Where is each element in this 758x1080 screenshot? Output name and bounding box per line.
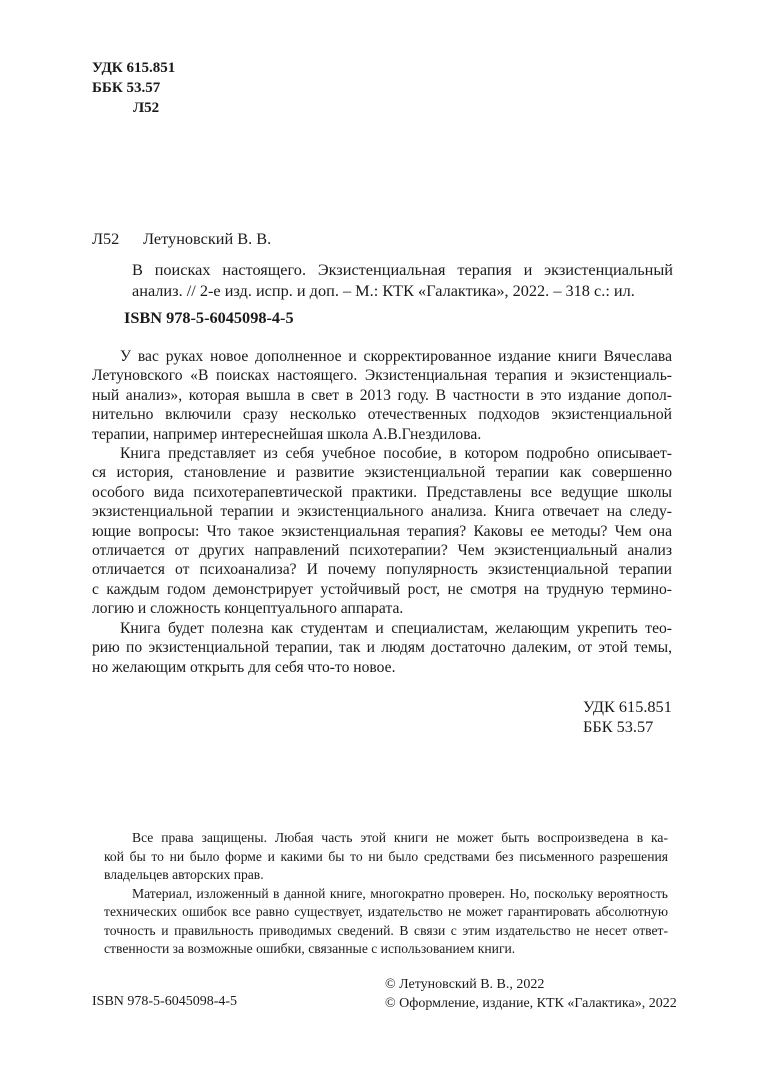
classification-block [92,58,175,118]
annotation-line: ющие вопросы: Что такое экзистенциальная терапия? Каковы ее методы? Чем она [92,522,672,540]
annotation-line: экзистенциальной терапии и экзистенциального анализа. Книга отвечает на следу- [92,503,672,521]
bib-title-line: анализ. // 2-е изд. испр. и доп. – М.: КТК «Галактика», 2022. – 318 с.: ил. [132,281,635,300]
copyright-author: © Летуновский В. В., 2022 [385,977,545,992]
rights-line: технических ошибок все равно существует, издательство не может гарантировать абсолютную [104,904,668,919]
rights-line: Материал, изложенный в данной книге, многократно проверен. Но, поскольку вероятность [132,885,668,901]
isbn: ISBN 978-5-6045098-4-5 [124,308,294,327]
annotation-line: Книга будет полезна как студентам и специалистам, желающим укрепить тео- [120,619,672,637]
rights-line: владельцев авторских прав. [104,867,264,882]
annotation-line: Книга представляет из себя учебное пособие, в котором подробно описывает- [120,445,672,463]
bib-author: Летуновский В. В. [143,229,272,248]
bbk-code-bottom: ББК 53.57 [583,717,654,736]
annotation-line: отличается от психоанализа? И почему популярность экзистенциальной терапии [92,561,672,579]
annotation-line: Летуновского «В поисках настоящего. Экзистенциальная терапия и экзистенциаль- [92,367,672,385]
udk-code-bottom: УДК 615.851 [583,697,672,716]
classification-bottom [583,697,672,737]
bib-title-line: В поисках настоящего. Экзистенциальная терапия и экзистенциальный [132,260,673,279]
annotation-line: терапии, например интереснейшая школа А.В.Гнездилова. [92,425,482,443]
annotation-line: ный анализ», которая вышла в свет в 2013 году. В частности в это издание допол- [92,386,672,404]
annotation-line: логию и сложность концептуального аппарата. [92,600,404,618]
bib-title [132,259,673,301]
annotation-line: особого вида психотерапевтической практики. Представлены все ведущие школы [92,483,672,501]
annotation [92,347,672,677]
copyright-block [385,975,677,1013]
rights-line: ственности за возможные ошибки, связанные с использованием книги. [104,941,516,956]
rights-line: точность и правильность приводимых сведений. В связи с этим издательство не несет ответ- [104,922,668,938]
annotation-line: ся история, становление и развитие экзистенциальной терапии как совершенно [92,464,672,482]
rights-line: кой бы то ни было форме и какими бы то ни было средствами без письменного разрешения [104,848,668,864]
annotation-line: У вас руках новое дополненное и скорректированное издание книги Вячеслава [120,348,672,365]
annotation-line: с каждым годом демонстрирует устойчивый рост, не смотря на трудную термино- [92,580,672,598]
annotation-line: нительно включили сразу несколько отечественных подходов экзистенциальной [92,406,672,424]
rights-line: Все права защищены. Любая часть этой книги не может быть воспроизведена в ка- [132,830,668,845]
footer-isbn: ISBN 978-5-6045098-4-5 [92,994,238,1009]
copyright-publisher: © Оформление, издание, КТК «Галактика», 2022 [385,996,677,1011]
annotation-line: рию по экзистенциальной терапии, так и людям достаточно далеким, от этой темы, [92,639,672,657]
bib-mark: Л52 [92,229,120,248]
rights-notice [104,829,668,959]
bbk-code: ББК 53.57 [92,80,161,96]
udk-code: УДК 615.851 [92,60,176,76]
author-mark: Л52 [133,100,160,116]
annotation-line: но желающим открыть для себя что-то новое. [92,658,396,676]
annotation-line: отличается от других направлений психотерапии? Чем экзистенциальный анализ [92,542,672,560]
